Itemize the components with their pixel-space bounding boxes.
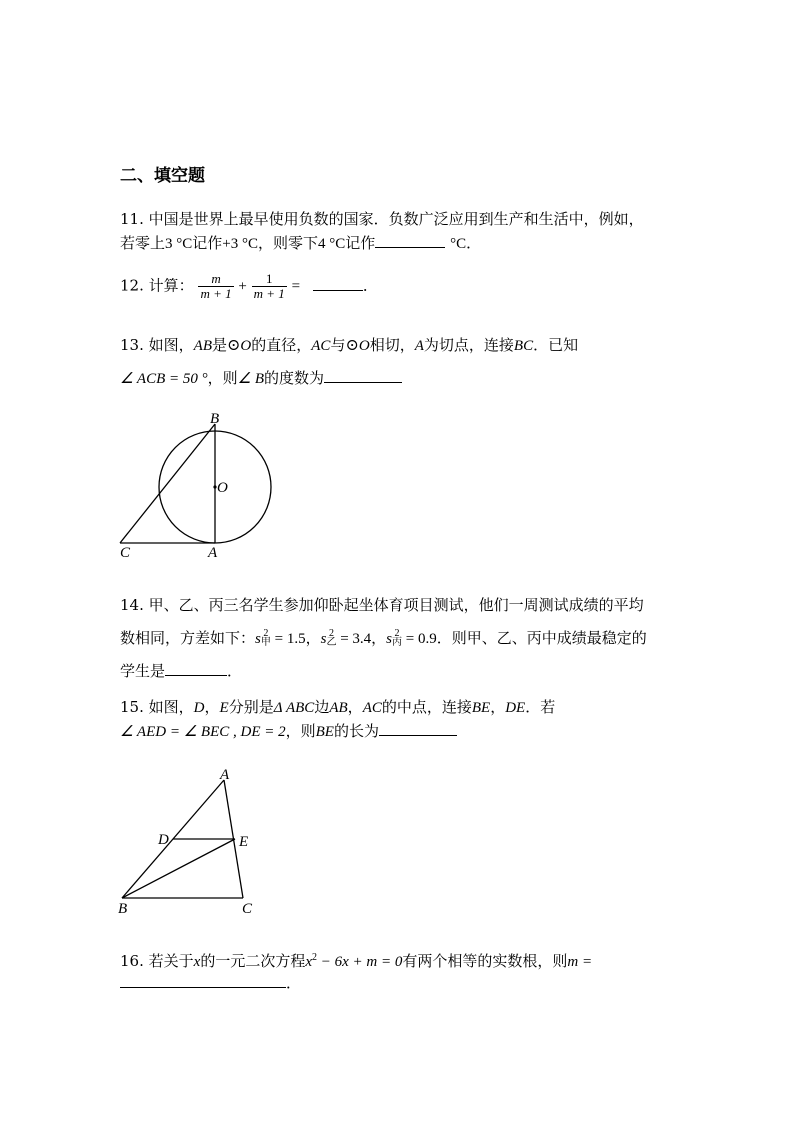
denominator: m + 1 bbox=[253, 286, 285, 301]
math-AB: AB bbox=[193, 338, 212, 354]
label-A: A bbox=[208, 545, 218, 560]
fraction-1 bbox=[198, 272, 233, 301]
unit-text: °C． bbox=[450, 236, 482, 252]
text: ． bbox=[286, 974, 302, 992]
figure-15-triangle bbox=[110, 760, 270, 920]
math-value: = 1.5 bbox=[270, 631, 306, 647]
text: 与 bbox=[330, 336, 346, 354]
question-text: 计算： bbox=[148, 276, 194, 295]
math-m-equals: m = bbox=[567, 954, 593, 970]
question-15-line-2 bbox=[120, 721, 457, 742]
section-title: 二、填空题 bbox=[120, 166, 205, 186]
label-B: B bbox=[210, 411, 220, 427]
superscript: 2 bbox=[312, 952, 318, 963]
text: 边 bbox=[314, 698, 330, 716]
label-C: C bbox=[120, 545, 131, 560]
question-number: 15. bbox=[120, 698, 144, 716]
numerator: m bbox=[198, 272, 233, 287]
math-angle-B: ∠ B bbox=[237, 371, 265, 387]
subscript: 乙 bbox=[326, 637, 337, 648]
superscript: 2 bbox=[394, 628, 400, 639]
math-x: x bbox=[193, 954, 201, 970]
label-C: C bbox=[242, 901, 253, 917]
math-AC: AC bbox=[311, 338, 331, 354]
answer-blank[interactable] bbox=[165, 661, 227, 676]
math-s: s bbox=[386, 631, 393, 647]
superscript: 2 bbox=[263, 628, 269, 639]
math-temp-above: 3 °C bbox=[165, 236, 193, 252]
circle-symbol-icon: ⊙ bbox=[227, 335, 241, 354]
question-text: 甲、乙、丙三名学生参加仰卧起坐体育项目测试，他们一周测试成绩的平均 bbox=[148, 596, 644, 614]
question-16-line-2 bbox=[120, 973, 301, 993]
math-A: A bbox=[414, 338, 424, 354]
segment-BC bbox=[120, 424, 215, 543]
text: 是 bbox=[211, 336, 227, 354]
answer-blank[interactable] bbox=[379, 721, 457, 736]
math-BE: BE bbox=[471, 700, 491, 716]
math-D: D bbox=[193, 700, 205, 716]
label-B: B bbox=[118, 901, 128, 917]
label-A: A bbox=[220, 767, 230, 783]
text: ．已知 bbox=[533, 336, 579, 354]
math-AC: AC bbox=[362, 700, 382, 716]
answer-blank[interactable] bbox=[324, 368, 402, 383]
math-E: E bbox=[219, 700, 229, 716]
text: 记作 bbox=[345, 234, 376, 252]
text: ．则甲、乙、丙中成绩最稳定的 bbox=[436, 629, 647, 647]
text: ， bbox=[305, 629, 321, 647]
question-11-line-2 bbox=[120, 233, 481, 254]
question-14-line-2 bbox=[120, 628, 647, 649]
answer-blank[interactable] bbox=[313, 276, 363, 291]
figure-13-circle-tangent bbox=[110, 410, 290, 560]
question-number: 13. bbox=[120, 336, 144, 354]
question-number: 16. bbox=[120, 952, 144, 970]
math-O: O bbox=[240, 338, 252, 354]
segment-BE bbox=[122, 839, 235, 898]
text: 的长为 bbox=[333, 722, 379, 740]
question-number: 11. bbox=[120, 210, 144, 228]
label-E: E bbox=[239, 834, 249, 850]
math-s: s bbox=[320, 631, 327, 647]
subscript: 丙 bbox=[392, 637, 403, 648]
question-11-line-1 bbox=[120, 209, 644, 229]
text: ． bbox=[227, 662, 243, 680]
text: ．若 bbox=[525, 698, 556, 716]
text: 记作 bbox=[192, 234, 223, 252]
fraction-2 bbox=[252, 272, 287, 301]
text: 若零上 bbox=[120, 234, 166, 252]
text: 的一元二次方程 bbox=[200, 952, 306, 970]
question-12 bbox=[120, 272, 378, 301]
text: ，则 bbox=[207, 369, 238, 387]
math-BE: BE bbox=[315, 724, 334, 740]
text: 的中点，连接 bbox=[381, 698, 472, 716]
question-14-line-3 bbox=[120, 661, 242, 681]
numerator: 1 bbox=[252, 272, 287, 287]
text: ， bbox=[490, 698, 506, 716]
question-13-line-1 bbox=[120, 335, 578, 356]
label-O: O bbox=[217, 480, 228, 496]
text: ，则零下 bbox=[258, 234, 319, 252]
text: ，则 bbox=[285, 722, 316, 740]
answer-blank[interactable] bbox=[120, 973, 286, 988]
text: 相切， bbox=[369, 336, 415, 354]
text: 数相同，方差如下： bbox=[120, 629, 256, 647]
question-13-line-2 bbox=[120, 368, 402, 389]
question-14-line-1 bbox=[120, 595, 644, 615]
question-number: 14. bbox=[120, 596, 144, 614]
math-angle-condition: ∠ ACB = 50 ° bbox=[120, 371, 208, 387]
question-16-line-1 bbox=[120, 948, 592, 972]
equals-sign: = bbox=[291, 278, 301, 295]
question-text: 中国是世界上最早使用负数的国家．负数广泛应用到生产和生活中，例如， bbox=[148, 210, 644, 228]
denominator: m + 1 bbox=[200, 286, 232, 301]
text: ， bbox=[371, 629, 387, 647]
math-triangle: Δ ABC bbox=[273, 700, 315, 716]
text: 如图， bbox=[148, 336, 194, 354]
question-number: 12. bbox=[120, 276, 144, 295]
text: 分别是 bbox=[228, 698, 274, 716]
math-O: O bbox=[358, 338, 370, 354]
math-DE: DE bbox=[505, 700, 526, 716]
question-15-line-1 bbox=[120, 697, 555, 718]
subscript: 甲 bbox=[260, 637, 271, 648]
text: 为切点，连接 bbox=[423, 336, 514, 354]
sup-sub bbox=[326, 629, 336, 647]
math-value: = 3.4 bbox=[336, 631, 372, 647]
math-temp-plus: +3 °C bbox=[222, 236, 259, 252]
superscript: 2 bbox=[328, 628, 334, 639]
math-s: s bbox=[255, 631, 261, 647]
text: ， bbox=[204, 698, 220, 716]
text: 如图， bbox=[148, 698, 194, 716]
circle-symbol-icon: ⊙ bbox=[345, 335, 359, 354]
math-AB: AB bbox=[329, 700, 348, 716]
sup-sub bbox=[261, 629, 271, 647]
math-condition: ∠ AED = ∠ BEC , DE = 2 bbox=[120, 724, 286, 740]
label-D: D bbox=[158, 832, 169, 848]
text: ， bbox=[347, 698, 363, 716]
math-x: x bbox=[305, 954, 313, 970]
math-BC: BC bbox=[513, 338, 534, 354]
text: 若关于 bbox=[148, 952, 194, 970]
text: 学生是 bbox=[120, 662, 166, 680]
math-equation: − 6x + m = 0 bbox=[317, 954, 403, 970]
math-temp-below: 4 °C bbox=[318, 236, 346, 252]
answer-blank[interactable] bbox=[375, 233, 445, 248]
plus-sign: + bbox=[238, 278, 247, 295]
text: 的直径， bbox=[251, 336, 312, 354]
sup-sub bbox=[392, 629, 402, 647]
math-value: = 0.9 bbox=[402, 631, 437, 647]
text: 有两个相等的实数根，则 bbox=[402, 952, 568, 970]
text: 的度数为 bbox=[264, 369, 325, 387]
text: ． bbox=[362, 276, 378, 295]
